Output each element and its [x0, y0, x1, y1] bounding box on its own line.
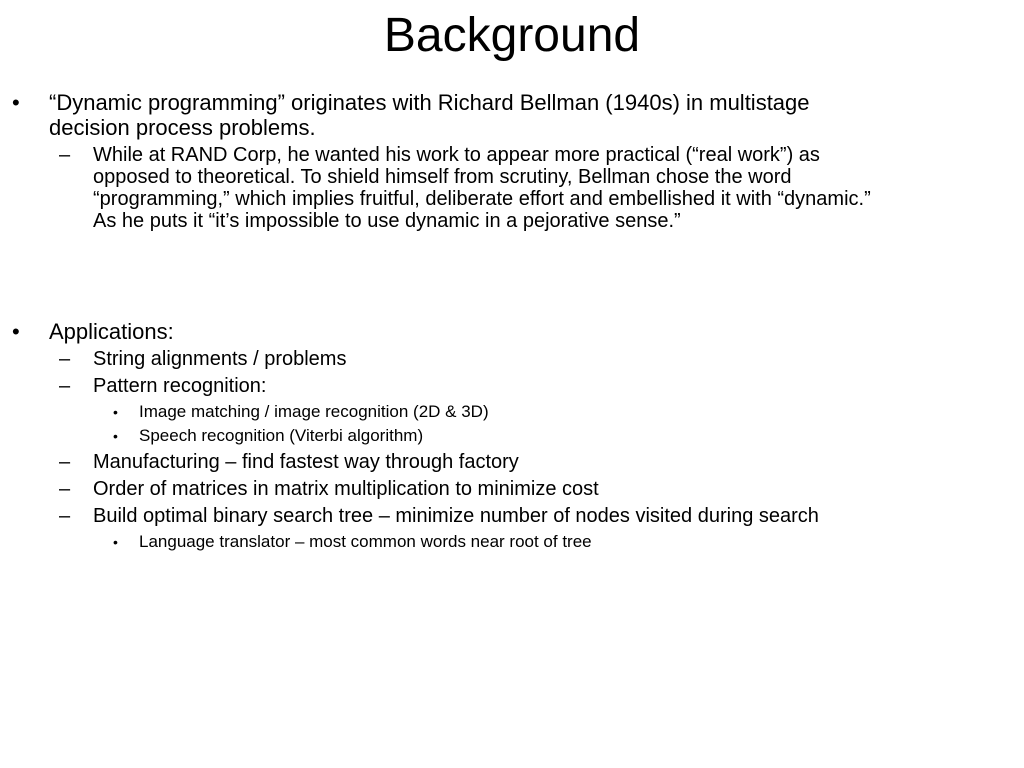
sub-text-line: Manufacturing – find fastest way through factory [93, 451, 519, 473]
sub-text-line: String alignments / problems [93, 348, 347, 370]
list-item-dynamic-programming [0, 90, 1024, 140]
sub-item-pattern-recognition [0, 375, 1024, 397]
bullet-icon: • [12, 319, 20, 344]
sub-text-line: opposed to theoretical. To shield himself from scrutiny, Bellman chose the word [93, 166, 792, 188]
sub-text-line: While at RAND Corp, he wanted his work to appear more practical (“real work”) as [93, 144, 820, 166]
bullet-icon: • [113, 404, 118, 420]
dash-icon: – [59, 478, 71, 500]
sub-text-line: Build optimal binary search tree – minimize number of nodes visited during search [93, 505, 819, 527]
sub-sub-item-language-translator [0, 532, 1024, 552]
bullet-icon: • [12, 90, 20, 115]
sub-sub-item-image-matching [0, 402, 1024, 422]
sub-item-string-alignments [0, 348, 1024, 370]
sub-item-manufacturing [0, 451, 1024, 473]
sub-sub-item-speech-recognition [0, 426, 1024, 446]
slide-title: Background [383, 9, 641, 62]
list-item-applications [0, 319, 1024, 344]
sub-text-line: “programming,” which implies fruitful, deliberate effort and embellished it with “dynamic.” [93, 188, 871, 210]
sub-text-line: Order of matrices in matrix multiplication to minimize cost [93, 478, 599, 500]
sub-item-binary-search-tree [0, 505, 1024, 527]
bullet-text-line: Applications: [49, 319, 174, 344]
bullet-text-line: “Dynamic programming” originates with Richard Bellman (1940s) in multistage [49, 90, 810, 115]
sub-text-line: Pattern recognition: [93, 375, 267, 397]
bullet-text-line: decision process problems. [49, 115, 316, 140]
sub-sub-text-line: Image matching / image recognition (2D & 3D) [139, 402, 489, 421]
dash-icon: – [59, 451, 71, 473]
dash-icon: – [59, 505, 71, 527]
dash-icon: – [59, 144, 71, 166]
sub-item-rand-corp [0, 144, 1024, 232]
sub-sub-text-line: Speech recognition (Viterbi algorithm) [139, 426, 424, 445]
bullet-icon: • [113, 428, 118, 444]
sub-text-line: As he puts it “it’s impossible to use dynamic in a pejorative sense.” [93, 210, 681, 232]
bullet-icon: • [113, 534, 118, 550]
dash-icon: – [59, 375, 71, 397]
dash-icon: – [59, 348, 71, 370]
sub-sub-text-line: Language translator – most common words near root of tree [139, 532, 592, 551]
sub-item-matrix-order [0, 478, 1024, 500]
